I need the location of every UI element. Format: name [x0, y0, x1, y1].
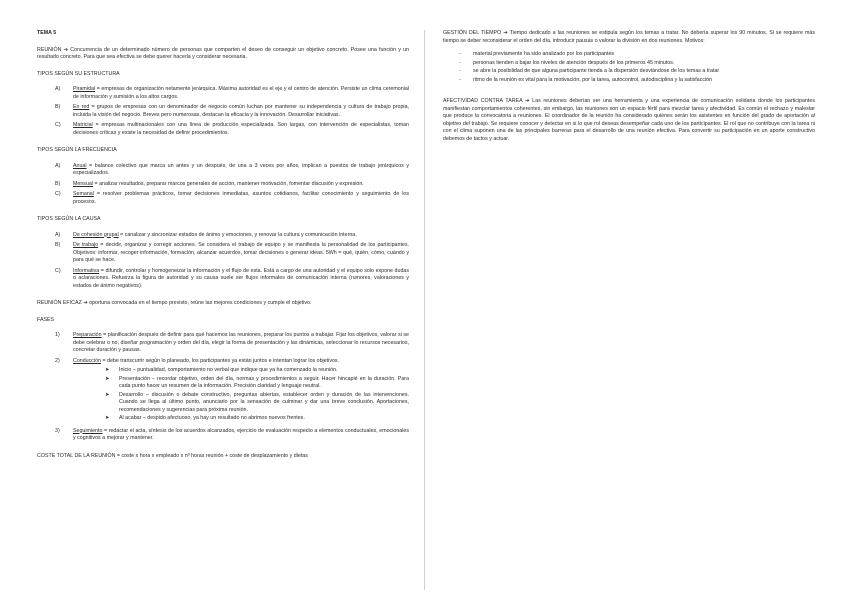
coste-total — [37, 453, 409, 461]
list-item — [37, 428, 409, 443]
reunion-eficaz — [37, 300, 409, 308]
section-fases — [37, 317, 409, 443]
item-text: = resolver problemas prácticos, tomar decisiones inmediatas, asuntos cotidianos, facilitar conocimiento y seguimiento de los procesos. — [73, 191, 409, 205]
list-marker: A) — [55, 162, 61, 169]
arrow-icon: ➔ — [525, 98, 530, 104]
coste-term: COSTE TOTAL DE LA REUNIÓN — [37, 452, 116, 459]
coste-text: = coste x hora x empleado x nº horas reunión + coste de desplazamiento y dietas — [115, 452, 308, 459]
motivos-list — [443, 51, 815, 84]
subitem-text: Presentación – recordar objetivo, orden del día, normas y procedimientos a seguir. Hacer hincapié en la duración. Para cada punto hacer un resumen de la información. Precisión claridad y lenguaje neutral. — [119, 375, 409, 389]
list-item — [37, 122, 409, 137]
item-text: = redactar el acta, síntesis de los acuerdos alcanzados, ejercicio de evaluación respecto a elementos conductuales, emocionales y cognitivos a mejorar y mantener. — [73, 427, 409, 441]
list-item — [443, 60, 815, 68]
eficaz-text: oportuna convocada en el tiempo previsto, reúne las mejores condiciones y cumple el objetivo. — [89, 300, 312, 306]
tiempo-text: Tiempo dedicado a las reuniones se estipula según los temas a tratar. No debería superar los 90 minutos. Si se requiere más tiempo se deber reconsiderar el orden del día, introducir pausas o valorar la división en dos reuniones. Motivos: — [443, 30, 815, 44]
item-text: = empresas de organización netamente jerárquica. Máxima autoridad es el eje y el centro de atención. Persiste un clima ceremonial de información y sumisión a los altos cargos. — [73, 86, 409, 100]
subitem-text: Desarrollo – discusión o debate constructivo, preguntas abiertas, establecer orden y duración de las intervenciones. Cuando se llega al último punto, anunciarlo por la sensación de culminar y dar una breve conclusión. Aportaciones, recomendaciones y sugerencias para próxima reunión. — [119, 391, 409, 413]
list-marker: A) — [55, 86, 61, 92]
item-text: = analizar resultados, preparar marcos generales de acción, mantener motivación, fomentar discusión y expresión. — [93, 180, 364, 187]
term: Matricial — [73, 122, 93, 128]
term: Anual — [73, 162, 87, 169]
term: Preparación — [73, 332, 102, 338]
right-column — [443, 30, 815, 152]
item-text: = canalizar y sincronizar estados de ánimo y emociones, y renovar la cultura y comunicación interna. — [118, 231, 357, 238]
sub-list-item — [73, 415, 409, 423]
reunion-text: Concurrencia de un determinado número de personas que comparten el deseo de conseguir un objetivo concreto. Posee una función y un resultado concreto. Para que sea efectiva se debe querer hacerla y considerar necesaria. — [37, 46, 409, 60]
arrowhead-icon: ➤ — [105, 391, 110, 398]
section-heading: TIPOS SEGÚN LA FRECUENCIA — [37, 147, 117, 153]
subitem-text: Al acabar – despido afectuoso, ya hay un resultado no abrimos nuevos frentes. — [119, 415, 305, 421]
dash-marker: - — [459, 68, 461, 74]
list-item — [443, 68, 815, 76]
list-item — [37, 332, 409, 355]
section-heading: TIPOS SEGÚN SU ESTRUCTURA — [37, 70, 120, 77]
list-item — [37, 191, 409, 206]
item-text: = difundir, controlar y homogeneizar la información y el flujo de esta. Está a cargo de una autoridad y el equipo solo expone dudas o aclaraciones. Refuerza la figura de autoridad y su causa suele ser flujos informales de comunicación interna (rumores, valoraciones y estados de ánimo negativos). — [73, 267, 409, 289]
item-text: = empresas multinacionales con una línea de producción especializada. Son largas, con intervención de especialistas, toman decisiones críticas y existe la necesidad de definir procedimientos. — [73, 122, 409, 136]
term: Conducción — [73, 357, 101, 364]
list-item — [37, 242, 409, 265]
item-text: material previamente ha sido analizado por los participantes — [473, 51, 615, 57]
term: En red — [73, 104, 90, 110]
reunion-definition — [37, 47, 409, 62]
reunion-term: REUNIÓN — [37, 46, 62, 53]
arrowhead-icon: ➤ — [105, 367, 110, 373]
list-item — [37, 86, 409, 101]
dash-marker: - — [459, 51, 461, 57]
list-item — [443, 77, 815, 85]
arrow-icon: ➔ — [63, 46, 69, 53]
left-column — [37, 30, 409, 469]
list-marker: B) — [55, 180, 61, 187]
term: Seguimiento — [73, 427, 103, 434]
list-marker: A) — [55, 231, 61, 238]
list-item — [37, 163, 409, 178]
list-marker: C) — [55, 267, 61, 274]
item-text: se abre la posibilidad de que alguna participante tienda a la dispersión desviándose de los temas a tratar — [473, 68, 720, 74]
list-marker: B) — [55, 104, 61, 110]
list-marker: C) — [55, 191, 61, 197]
section-estructura — [37, 71, 409, 138]
item-text: = decidir, organizar y corregir acciones. Se considera el trabajo de equipo y se manifiesta la personalidad de los participantes. Objetivos: informar, recoger información, formación, alcanzar acuerdos, tomar decisiones o generar ideas. 5Wh = qué, quién, cómo, cuándo y para qué se hace. — [73, 242, 409, 263]
list-marker: 1) — [55, 332, 60, 338]
sub-list-item — [73, 392, 409, 415]
section-heading: FASES — [37, 316, 55, 323]
item-text: = grupos de empresas con un denominador de negocio común luchan por mantener su independencia y cultura de trabajo propia, incluida la visión del negocio. Breves pero numerosas, destacan la eficacia y la innovación. Desarrollar iniciativas. — [73, 104, 409, 118]
item-text: = debe transcurrir según lo planeado, los participantes ya están juntos e intentan lograr los objetivos. — [100, 357, 340, 364]
arrowhead-icon: ➤ — [105, 375, 110, 382]
afectividad-contra-tarea — [443, 98, 815, 143]
eficaz-term: REUNIÓN EFICAZ — [37, 300, 82, 306]
arrow-icon: ➔ — [83, 300, 88, 306]
item-text: personas tienden a bajar los niveles de atención después de los primeros 45 minutos. — [473, 59, 675, 66]
section-causa — [37, 216, 409, 290]
dash-marker: - — [459, 59, 461, 66]
arrowhead-icon: ➤ — [105, 415, 110, 421]
tiempo-term: GESTIÓN DEL TIEMPO — [443, 30, 502, 36]
term: Piramidal — [73, 86, 96, 92]
list-marker: 3) — [55, 427, 60, 434]
column-divider — [424, 30, 425, 590]
term: Mensual — [73, 180, 94, 187]
term: De cohesión grupal — [73, 231, 119, 238]
item-text: = balance colectivo que marca un antes y un después, de una a 3 veces por años, implican a puestos de trabajo jerárquicos y especializados. — [73, 162, 409, 176]
arrow-icon: ➔ — [503, 30, 508, 36]
list-item — [37, 268, 409, 291]
list-item — [37, 181, 409, 189]
list-item — [37, 232, 409, 240]
sub-list-item — [73, 376, 409, 391]
section-frecuencia — [37, 147, 409, 206]
page-title: TEMA 5 — [37, 30, 57, 36]
list-marker: B) — [55, 242, 61, 248]
list-marker: 2) — [55, 357, 60, 364]
afectividad-text: Las reuniones deberían ser una herramienta y una experiencia de comunicación solidaria donde los participantes manifiestan comportamientos coherentes, sin embargo, las reuniones son un espacio fértil para mezclar tarea y afectividad. Es común el rechazo y malestar que produce la convocatoria a reuniones. El coordinador de la reunión ha considerado quiénes serán los asistentes en función del grado de aportación al objetivo del trabajo. Se requiere conocer y detectar en si lo que rol deseas desempeñar cada uno de los participantes. El rol que no contribuye con la tarea ni con el clima suponen una de las principales barreras para el desarrollo de una reunión efectiva. Para convertir su participación en un aporte constructivo debemos de tactos y actuar. — [443, 98, 815, 142]
term: De trabajo — [73, 242, 99, 248]
list-marker: C) — [55, 122, 61, 128]
item-text: ritmo de la reunión es vital para la motivación, por la tarea, autocontrol, autodisciplina y la satisfacción — [473, 76, 713, 83]
gestion-tiempo — [443, 30, 815, 45]
item-text: = planificación después de definir para qué hacemos las reuniones, preparar los puntos a trabajar. Fijar los objetivos, valorar si se debe celebrar o no, diseñar programación y orden del día, elegir la forma de presentación y las dinámicas, seleccionar lo recursos necesarios, concretar duración y pausas. — [73, 332, 409, 353]
subitem-text: Inicio – puntualidad, comportamiento no verbal que indique que ya ha comenzado la reunión. — [119, 367, 338, 373]
dash-marker: - — [459, 76, 461, 83]
section-heading: TIPOS SEGÚN LA CAUSA — [37, 216, 101, 222]
list-item — [37, 358, 409, 425]
term: Semanal — [73, 191, 94, 197]
sub-list-item — [73, 367, 409, 375]
term: Informativa — [73, 267, 100, 274]
afectividad-term: AFECTIVIDAD CONTRA TAREA — [443, 98, 523, 104]
list-item — [443, 51, 815, 59]
list-item — [37, 104, 409, 119]
